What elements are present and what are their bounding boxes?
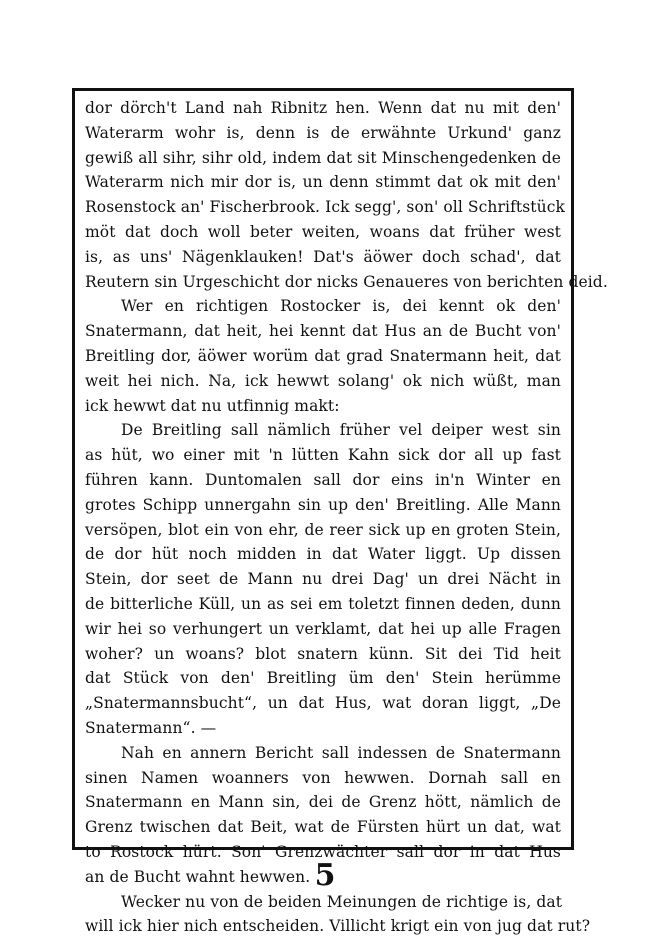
text-line: gewiß all sihr, sihr old, indem dat sit Minschengedenken de bbox=[85, 146, 561, 171]
text-line: Breitling dor, äöwer worüm dat grad Snatermann heit, dat bbox=[85, 344, 561, 369]
text-line: woher? un woans? blot snatern künn. Sit dei Tid heit bbox=[85, 642, 561, 667]
text-line: wir hei so verhungert un verklamt, dat hei up alle Fragen bbox=[85, 617, 561, 642]
text-line: versöpen, blot ein von ehr, de reer sick up en groten Stein, bbox=[85, 518, 561, 543]
text-line: grotes Schipp unnergahn sin up den' Breitling. Alle Mann bbox=[85, 493, 561, 518]
text-line: dat Stück von den' Breitling üm den' Stein herümme bbox=[85, 666, 561, 691]
paragraph bbox=[85, 96, 561, 294]
page-number: 5 bbox=[0, 858, 650, 893]
text-line: Reutern sin Urgeschicht dor nicks Genaueres von berichten deid. bbox=[85, 270, 561, 295]
text-line: as hüt, wo einer mit 'n lütten Kahn sick dor all up fast bbox=[85, 443, 561, 468]
text-line: möt dat doch woll beter weiten, woans dat früher west bbox=[85, 220, 561, 245]
text-line: Snatermann en Mann sin, dei de Grenz hött, nämlich de bbox=[85, 790, 561, 815]
text-line: dor dörch't Land nah Ribnitz hen. Wenn dat nu mit den' bbox=[85, 96, 561, 121]
text-line: „Snatermannsbucht“, un dat Hus, wat doran liggt, „De bbox=[85, 691, 561, 716]
text-line: weit hei nich. Na, ick hewwt solang' ok nich wüßt, man bbox=[85, 369, 561, 394]
paragraph bbox=[85, 890, 561, 939]
text-line: de bitterliche Küll, un as sei em toletzt finnen deden, dunn bbox=[85, 592, 561, 617]
text-line: Rosenstock an' Fischerbrook. Ick segg', son' oll Schriftstück bbox=[85, 195, 561, 220]
text-line: Stein, dor seet de Mann nu drei Dag' un drei Nächt in bbox=[85, 567, 561, 592]
text-frame bbox=[72, 88, 574, 850]
text-line: Waterarm nich mir dor is, un denn stimmt dat ok mit den' bbox=[85, 170, 561, 195]
text-line: Snatermann, dat heit, hei kennt dat Hus an de Bucht von' bbox=[85, 319, 561, 344]
paragraph bbox=[85, 294, 561, 418]
text-line: ick hewwt dat nu utfinnig makt: bbox=[85, 394, 561, 419]
text-line: is, as uns' Nägenklauken! Dat's äöwer doch schad', dat bbox=[85, 245, 561, 270]
text-line: to Rostock hürt. Son' Grenzwächter sall dor in dat Hus bbox=[85, 840, 561, 865]
text-line: Snatermann“. — bbox=[85, 716, 561, 741]
text-line: Wecker nu von de beiden Meinungen de richtige is, dat bbox=[85, 890, 561, 915]
text-line: Nah en annern Bericht sall indessen de Snatermann bbox=[85, 741, 561, 766]
text-line: sinen Namen woanners von hewwen. Dornah sall en bbox=[85, 766, 561, 791]
paragraph bbox=[85, 418, 561, 740]
text-line: de dor hüt noch midden in dat Water liggt. Up dissen bbox=[85, 542, 561, 567]
text-line: führen kann. Duntomalen sall dor eins in'n Winter en bbox=[85, 468, 561, 493]
text-line: Wer en richtigen Rostocker is, dei kennt ok den' bbox=[85, 294, 561, 319]
text-line: an de Bucht wahnt hewwen. bbox=[85, 865, 561, 890]
text-line: De Breitling sall nämlich früher vel deiper west sin bbox=[85, 418, 561, 443]
text-line: will ick hier nich entscheiden. Villicht krigt ein von jug dat rut? bbox=[85, 914, 561, 939]
text-line: Waterarm wohr is, denn is de erwähnte Urkund' ganz bbox=[85, 121, 561, 146]
text-line: Grenz twischen dat Beit, wat de Fürsten hürt un dat, wat bbox=[85, 815, 561, 840]
